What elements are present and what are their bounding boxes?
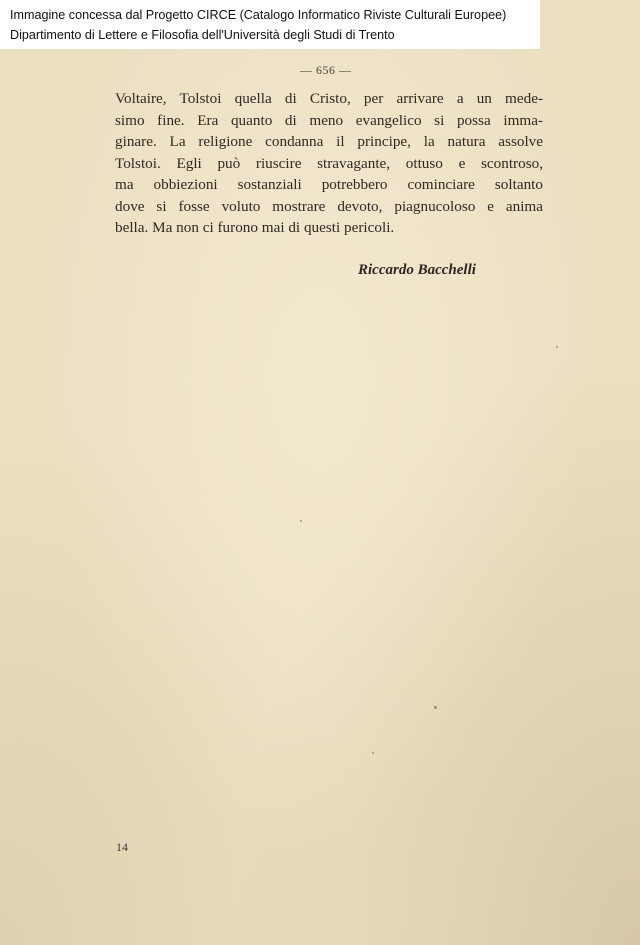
text-line: dove si fosse voluto mostrare devoto, piagnucoloso e anima bbox=[115, 197, 543, 215]
article-text bbox=[115, 88, 543, 239]
text-line: ma obbiezioni sostanziali potrebbero cominciare soltanto bbox=[115, 176, 543, 193]
credit-line-1: Immagine concessa dal Progetto CIRCE (Catalogo Informatico Riviste Culturali Europee) bbox=[10, 8, 507, 22]
text-line: Voltaire, Tolstoi quella di Cristo, per arrivare a un mede- bbox=[115, 90, 543, 107]
paper-speck bbox=[372, 752, 374, 754]
paper-speck bbox=[434, 706, 437, 709]
credit-banner bbox=[0, 0, 540, 49]
text-line: simo fine. Era quanto di meno evangelico si possa imma- bbox=[115, 111, 543, 129]
page-number: — 656 — bbox=[300, 63, 352, 77]
paper-speck bbox=[556, 346, 558, 348]
paper-speck bbox=[300, 520, 302, 522]
text-line: ginare. La religione condanna il principe, la natura assolve bbox=[115, 133, 543, 150]
folio-number: 14 bbox=[116, 840, 128, 854]
text-line: Tolstoi. Egli può riuscire stravagante, ottuso e scontroso, bbox=[115, 154, 543, 172]
text-line: bella. Ma non ci furono mai di questi pericoli. bbox=[115, 219, 395, 236]
author-signature: Riccardo Bacchelli bbox=[358, 262, 476, 278]
credit-line-2: Dipartimento di Lettere e Filosofia dell'Università degli Studi di Trento bbox=[10, 28, 395, 42]
